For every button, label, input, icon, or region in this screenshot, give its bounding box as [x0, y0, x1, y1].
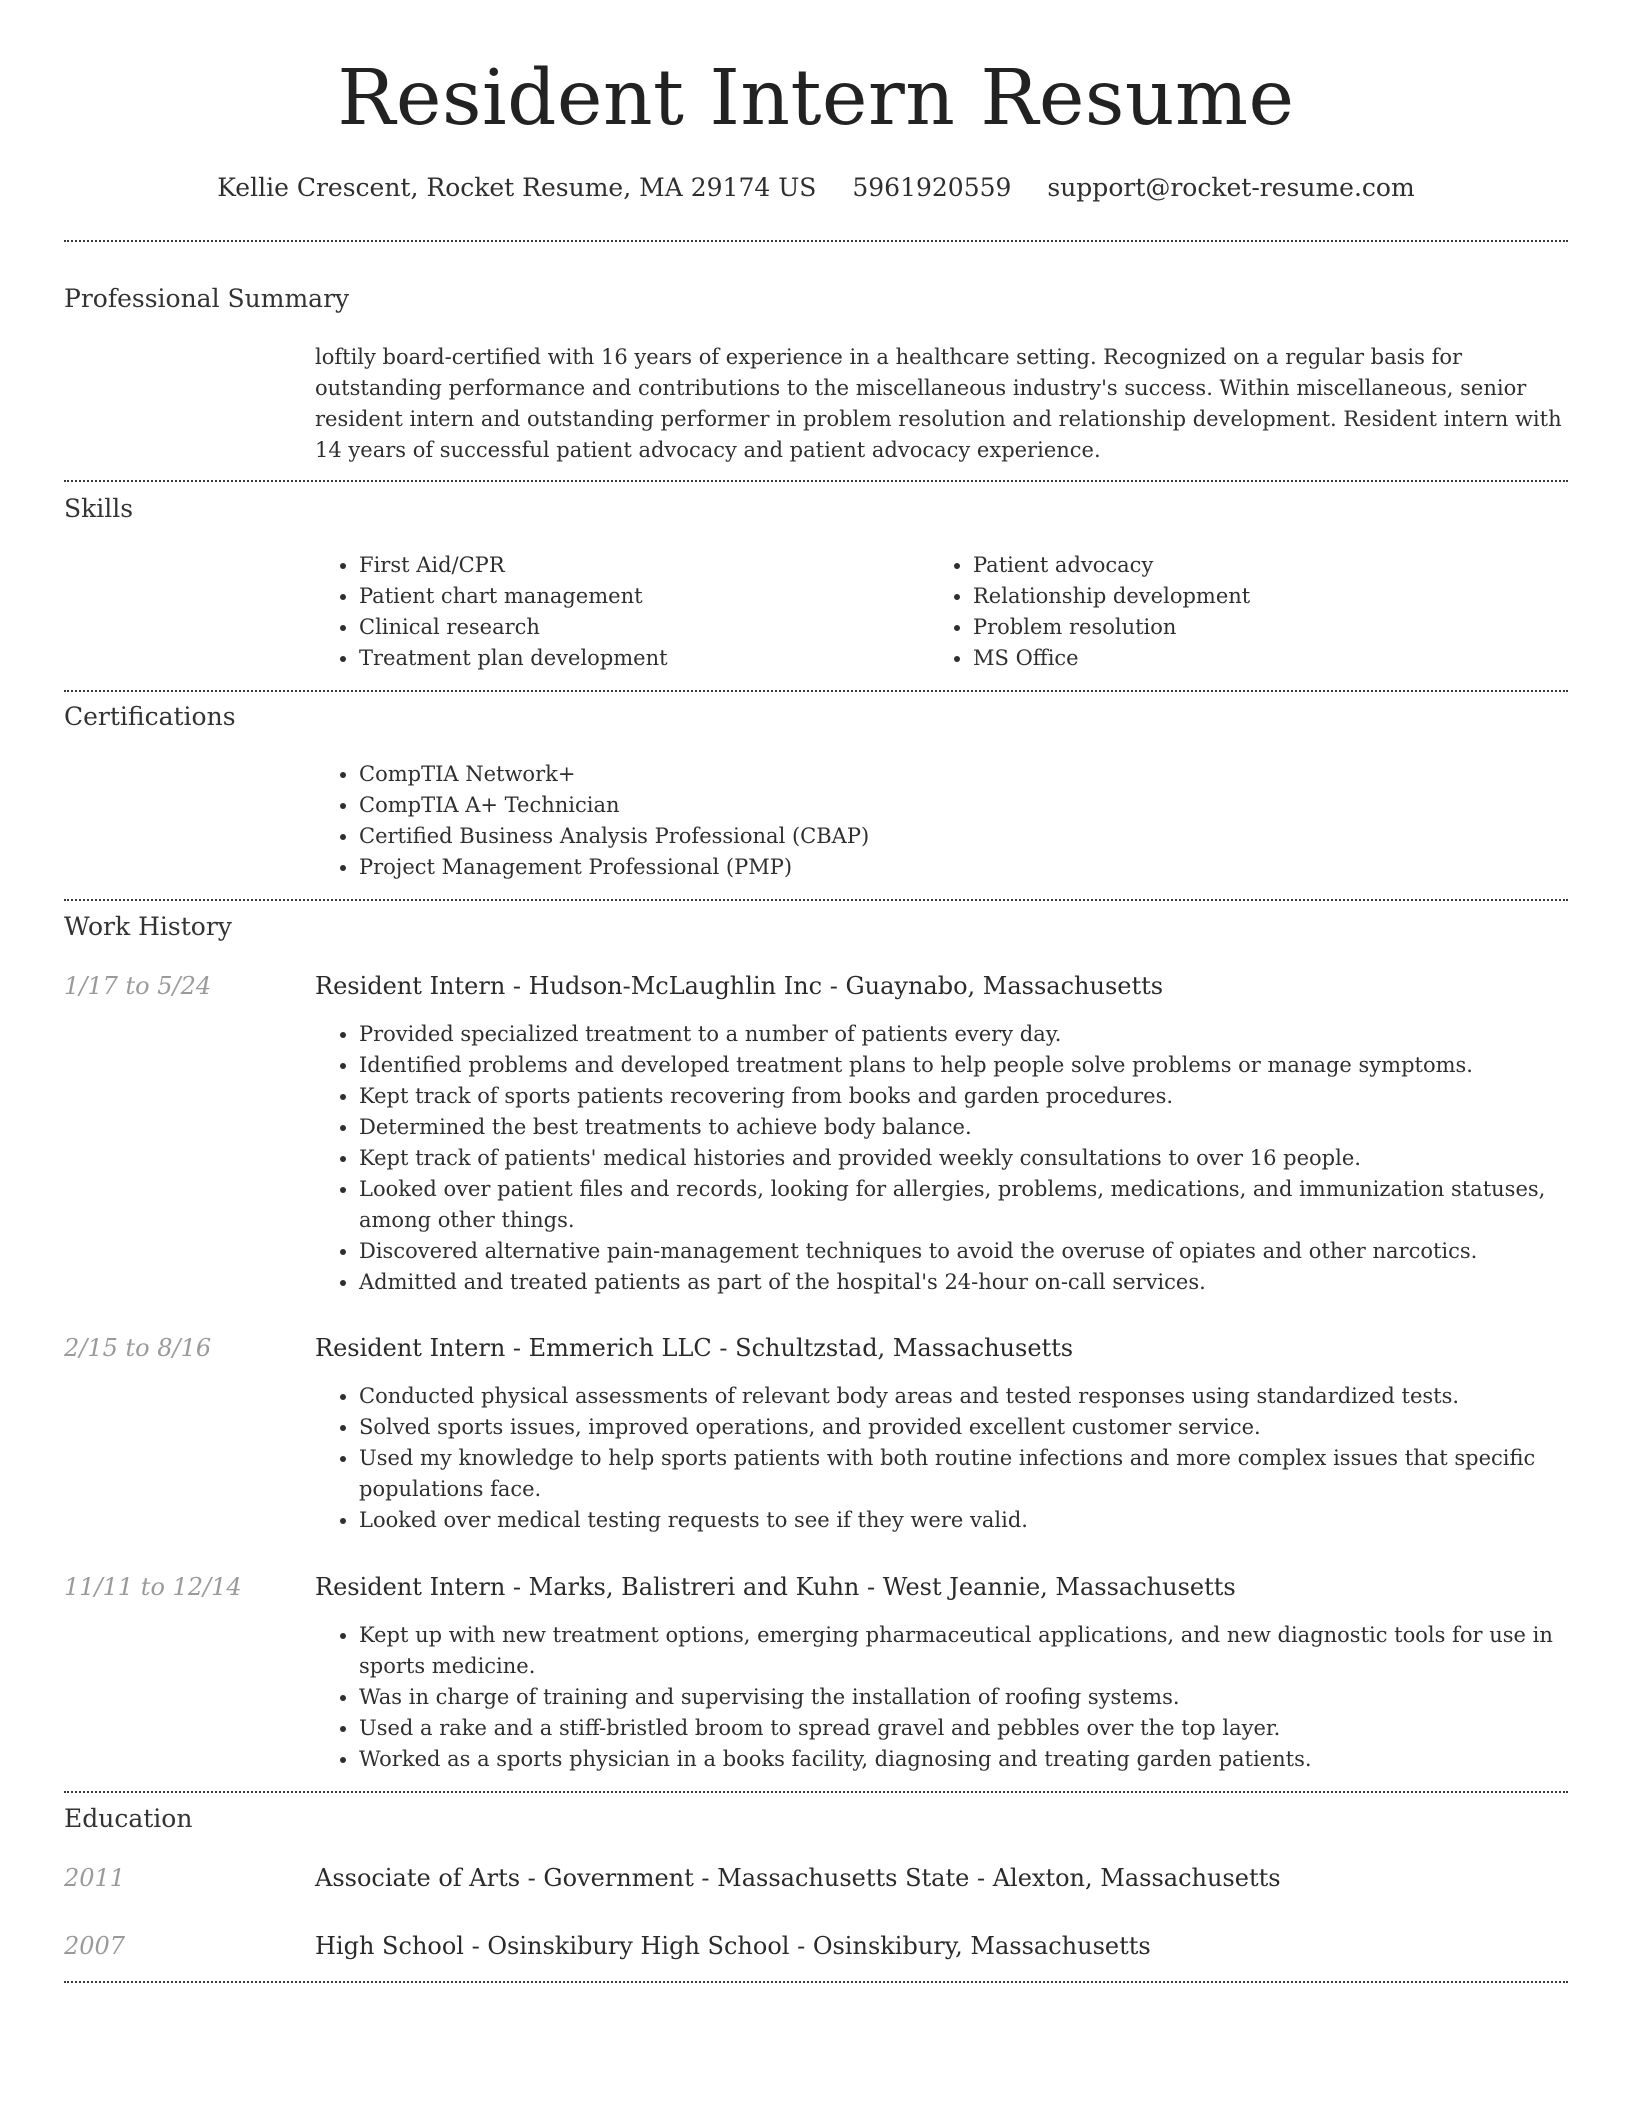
- certification-item: • Project Management Professional (PMP): [359, 852, 1559, 883]
- section-divider: [64, 1791, 1568, 1793]
- skill-item: • Treatment plan development: [359, 643, 919, 674]
- job-title: Resident Intern - Emmerich LLC - Schultzstad, Massachusetts: [315, 1334, 1074, 1362]
- skill-item: • Problem resolution: [973, 612, 1533, 643]
- job-dates: 1/17 to 5/24: [64, 972, 212, 1000]
- section-divider: [64, 1981, 1568, 1983]
- job-bullet: • Kept up with new treatment options, emerging pharmaceutical applications, and new diagnostic tools for use in sports medicine.: [359, 1620, 1612, 1682]
- summary-text: loftily board-certified with 16 years of experience in a healthcare setting. Recognized on a regular basis for outstanding performance and contributions to the miscellaneous industry's success. Within miscellaneous, senior resident intern and outstanding performer in problem resolution and relationship development. Resident intern with 14 years of successful patient advocacy and patient advocacy experience.: [315, 345, 1562, 462]
- job-bullet: • Looked over patient files and records, looking for allergies, problems, medications, and immunization statuses, among other things.: [359, 1174, 1612, 1236]
- job-dates: 2/15 to 8/16: [64, 1334, 212, 1362]
- certifications-heading: Certifications: [64, 702, 236, 731]
- education-year: 2007: [64, 1932, 126, 1960]
- job-bullet: • Solved sports issues, improved operations, and provided excellent customer service.: [359, 1412, 1612, 1443]
- education-degree: High School - Osinskibury High School - Osinskibury, Massachusetts: [315, 1932, 1151, 1960]
- job-bullet: • Identified problems and developed treatment plans to help people solve problems or manage symptoms.: [359, 1050, 1612, 1081]
- job-bullet: • Discovered alternative pain-management techniques to avoid the overuse of opiates and other narcotics.: [359, 1236, 1612, 1267]
- certifications-list: [315, 759, 1559, 883]
- job-title: Resident Intern - Marks, Balistreri and Kuhn - West Jeannie, Massachusetts: [315, 1573, 1236, 1601]
- education-year: 2011: [64, 1864, 126, 1892]
- job-title: Resident Intern - Hudson-McLaughlin Inc - Guaynabo, Massachusetts: [315, 972, 1164, 1000]
- job-bullet: • Provided specialized treatment to a number of patients every day.: [359, 1019, 1612, 1050]
- job-dates: 11/11 to 12/14: [64, 1573, 242, 1601]
- certification-item: • Certified Business Analysis Professional (CBAP): [359, 821, 1559, 852]
- skills-list-right: [929, 550, 1533, 674]
- job-bullets: [315, 1381, 1612, 1536]
- job-bullet: • Admitted and treated patients as part of the hospital's 24-hour on-call services.: [359, 1267, 1612, 1298]
- skill-item: • MS Office: [973, 643, 1533, 674]
- job-bullet: • Looked over medical testing requests to see if they were valid.: [359, 1505, 1612, 1536]
- skill-item: • Patient advocacy: [973, 550, 1533, 581]
- job-bullet: • Was in charge of training and supervising the installation of roofing systems.: [359, 1682, 1612, 1713]
- summary-heading: Professional Summary: [64, 284, 350, 313]
- skills-list-left: [315, 550, 919, 674]
- job-bullet: • Determined the best treatments to achieve body balance.: [359, 1112, 1612, 1143]
- job-bullet: • Used a rake and a stiff-bristled broom to spread gravel and pebbles over the top layer.: [359, 1713, 1612, 1744]
- section-divider: [64, 690, 1568, 692]
- job-bullet: • Worked as a sports physician in a books facility, diagnosing and treating garden patients.: [359, 1744, 1612, 1775]
- skill-item: • Relationship development: [973, 581, 1533, 612]
- job-bullet: • Used my knowledge to help sports patients with both routine infections and more complex issues that specific populations face.: [359, 1443, 1612, 1505]
- contact-email: support@rocket-resume.com: [1047, 173, 1415, 202]
- certification-item: • CompTIA A+ Technician: [359, 790, 1559, 821]
- section-divider: [64, 899, 1568, 901]
- resume-title: Resident Intern Resume: [337, 54, 1295, 143]
- education-heading: Education: [64, 1804, 193, 1833]
- job-bullet: • Kept track of sports patients recovering from books and garden procedures.: [359, 1081, 1612, 1112]
- skill-item: • Patient chart management: [359, 581, 919, 612]
- skills-heading: Skills: [64, 494, 134, 523]
- skill-item: • First Aid/CPR: [359, 550, 919, 581]
- contact-line: [0, 170, 1632, 206]
- section-divider: [64, 240, 1568, 242]
- certification-item: • CompTIA Network+: [359, 759, 1559, 790]
- work-history-heading: Work History: [64, 912, 232, 941]
- education-degree: Associate of Arts - Government - Massachusetts State - Alexton, Massachusetts: [315, 1864, 1281, 1892]
- skill-item: • Clinical research: [359, 612, 919, 643]
- job-bullet: • Kept track of patients' medical histories and provided weekly consultations to over 16 people.: [359, 1143, 1612, 1174]
- job-bullets: [315, 1620, 1612, 1775]
- contact-phone: 5961920559: [852, 173, 1012, 202]
- job-bullet: • Conducted physical assessments of relevant body areas and tested responses using standardized tests.: [359, 1381, 1612, 1412]
- contact-address: Kellie Crescent, Rocket Resume, MA 29174 US: [217, 173, 817, 202]
- job-bullets: [315, 1019, 1612, 1298]
- section-divider: [64, 480, 1568, 482]
